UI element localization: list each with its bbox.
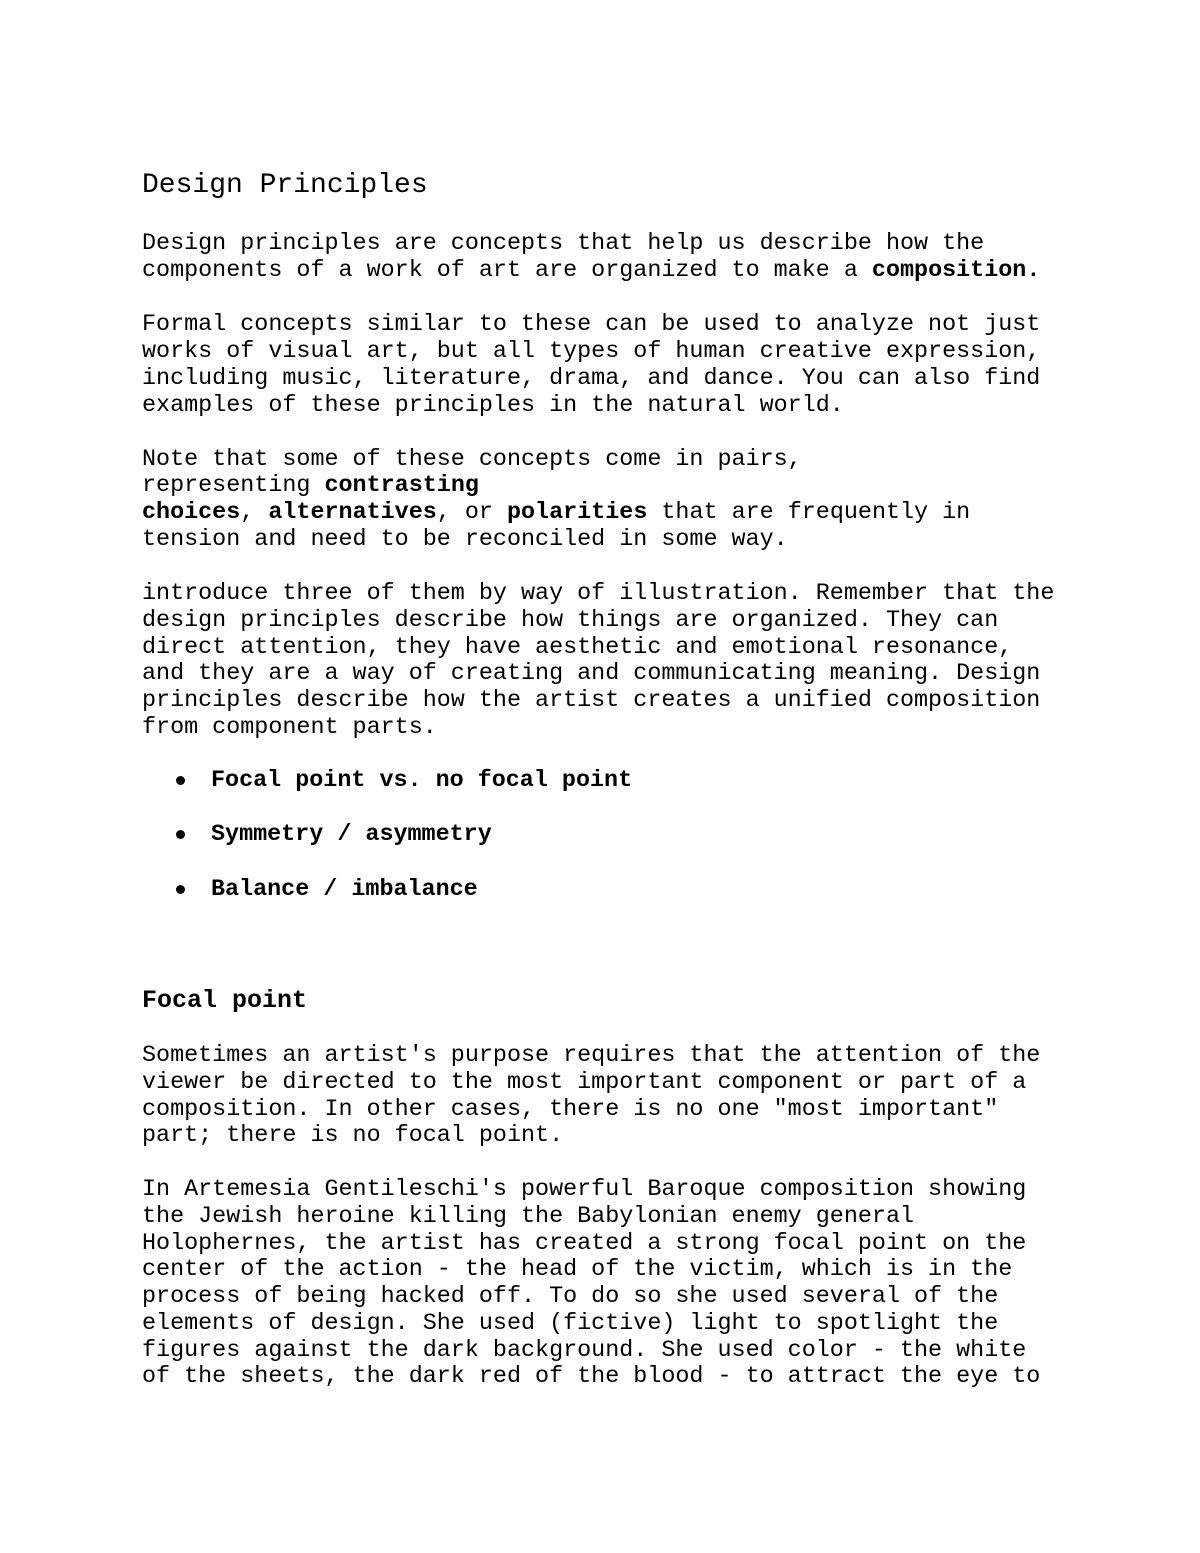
bullet-text: Balance / imbalance: [211, 877, 478, 903]
text-run: that are frequently in: [647, 500, 971, 526]
text-line: Design principles are concepts that help us describe how the: [142, 231, 985, 257]
text-line: Sometimes an artist's purpose requires that the attention of the: [142, 1043, 1041, 1069]
text-run: components of a work of art are organized to make a: [142, 258, 872, 284]
bullet-dot: [176, 830, 185, 839]
text-line: works of visual art, but all types of human creative expression,: [142, 339, 1041, 365]
text-line: composition. In other cases, there is no one "most important": [142, 1097, 999, 1123]
text-line: the Jewish heroine killing the Babylonian enemy general: [142, 1204, 915, 1230]
text-line: direct attention, they have aesthetic and emotional resonance,: [142, 635, 1013, 661]
text-line: Formal concepts similar to these can be used to analyze not just: [142, 312, 1041, 338]
bold-term-contrasting: contrasting: [324, 473, 479, 499]
text-line: and they are a way of creating and communicating meaning. Design: [142, 661, 1041, 687]
text-line: [142, 473, 479, 500]
text-line: tension and need to be reconciled in some way.: [142, 527, 788, 553]
bold-term-composition: composition.: [871, 258, 1041, 284]
text-line: Holophernes, the artist has created a strong focal point on the: [142, 1231, 1027, 1257]
text-line: process of being hacked off. To do so she used several of the: [142, 1284, 999, 1310]
text-line: elements of design. She used (fictive) light to spotlight the: [142, 1311, 999, 1337]
section-heading-focal-point: Focal point: [142, 986, 308, 1015]
bold-term-polarities: polarities: [506, 500, 648, 526]
text-line: In Artemesia Gentileschi's powerful Baroque composition showing: [142, 1177, 1027, 1203]
bold-term-choices: choices: [142, 500, 241, 526]
text-line: viewer be directed to the most important component or part of a: [142, 1070, 1027, 1096]
text-line: from component parts.: [142, 715, 437, 741]
text-line: of the sheets, the dark red of the blood - to attract the eye to: [142, 1364, 1041, 1390]
bullet-text: Symmetry / asymmetry: [211, 822, 492, 848]
text-line: principles describe how the artist creates a unified composition: [142, 688, 1041, 714]
text-line: Note that some of these concepts come in pairs,: [142, 447, 802, 473]
text-line: design principles describe how things are organized. They can: [142, 608, 999, 634]
bullet-text: Focal point vs. no focal point: [211, 768, 633, 794]
bullet-dot: [176, 776, 185, 785]
text-line: [142, 500, 970, 527]
text-line: part; there is no focal point.: [142, 1123, 564, 1149]
text-run: ,: [240, 500, 269, 526]
bullet-dot: [176, 885, 185, 894]
text-line: figures against the dark background. She used color - the white: [142, 1338, 1027, 1364]
text-line: center of the action - the head of the victim, which is in the: [142, 1257, 1013, 1283]
bold-term-alternatives: alternatives: [268, 500, 437, 526]
text-run: , or: [436, 500, 507, 526]
text-line: [142, 258, 1040, 285]
text-line: including music, literature, drama, and dance. You can also find: [142, 366, 1041, 392]
page-title: Design Principles: [142, 170, 428, 201]
text-line: introduce three of them by way of illustration. Remember that the: [142, 581, 1055, 607]
text-run: representing: [142, 473, 325, 499]
text-line: examples of these principles in the natural world.: [142, 393, 844, 419]
